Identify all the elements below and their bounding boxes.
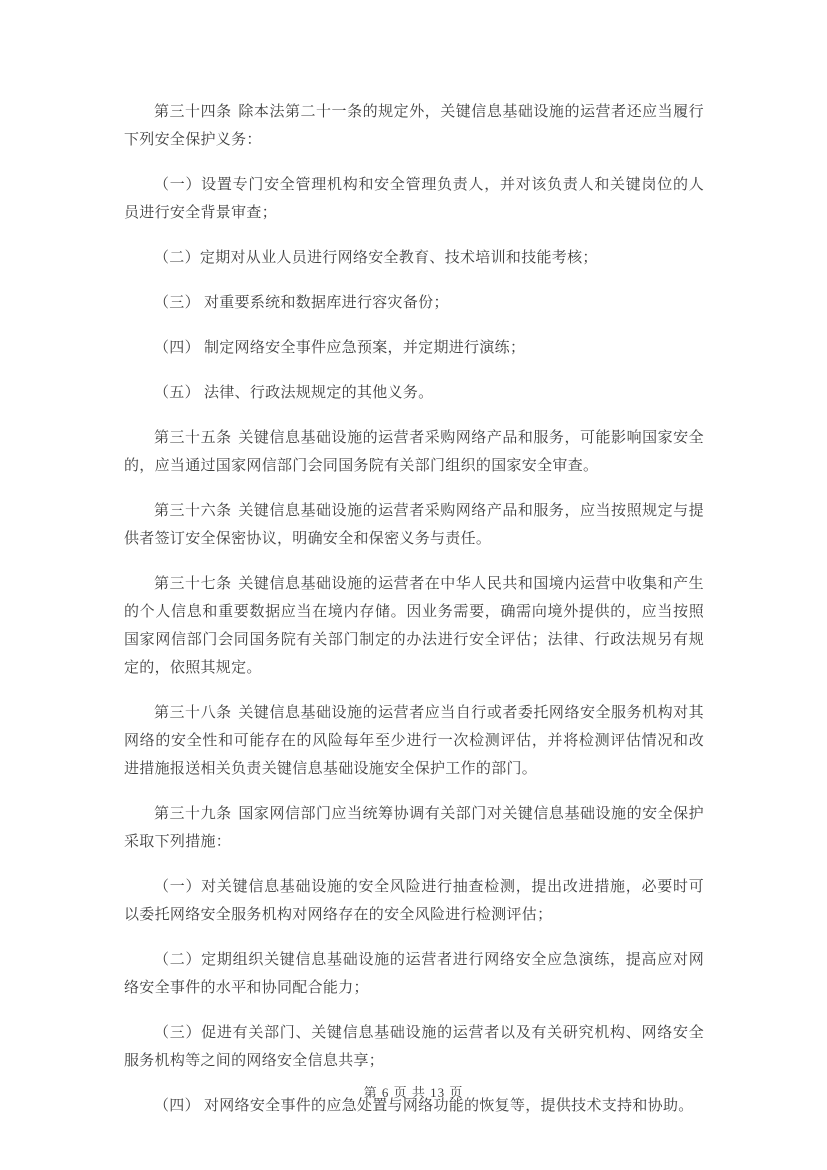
paragraph-text: （三） 对重要系统和数据库进行容灾备份； (154, 295, 449, 311)
page-footer (0, 1083, 827, 1103)
paragraph-text: 国家网信部门应当统筹协调有关部门对关键信息基础设施的安全保护采取下列措施： (124, 806, 704, 850)
paragraph-text: （二）定期对从业人员进行网络安全教育、技术培训和技能考核； (154, 250, 598, 266)
paragraph-text: 除本法第二十一条的规定外，关键信息基础设施的运营者还应当履行下列安全保护义务： (124, 104, 704, 148)
list-item (124, 946, 704, 1002)
article-number: 第三十九条 (154, 806, 232, 822)
paragraph (124, 424, 704, 480)
article-number: 第三十六条 (154, 503, 232, 519)
paragraph-text: （二）定期组织关键信息基础设施的运营者进行网络安全应急演练，提高应对网络安全事件的水平和协同配合能力； (124, 952, 704, 996)
paragraph (124, 98, 704, 154)
list-item (124, 1019, 704, 1075)
article-number: 第三十七条 (154, 576, 232, 592)
paragraph-text: （一）设置专门安全管理机构和安全管理负责人，并对该负责人和关键岗位的人员进行安全背景审查； (124, 177, 704, 221)
list-item (124, 334, 704, 362)
page-number: 第 6 页 共 13 页 (363, 1085, 464, 1100)
list-item (124, 244, 704, 272)
paragraph-text: 关键信息基础设施的运营者在中华人民共和国境内运营中收集和产生的个人信息和重要数据应当在境内存储。因业务需要，确需向境外提供的，应当按照国家网信部门会同国务院有关部门制定的办法进行安全评估；法律、行政法规另有规定的，依照其规定。 (124, 576, 704, 676)
list-item (124, 873, 704, 929)
paragraph-text: （四） 对网络安全事件的应急处置与网络功能的恢复等，提供技术支持和协助。 (154, 1098, 694, 1114)
paragraph (124, 800, 704, 856)
paragraph-text: （四） 制定网络安全事件应急预案，并定期进行演练； (154, 340, 526, 356)
paragraph-text: （五） 法律、行政法规规定的其他义务。 (154, 385, 434, 401)
paragraph (124, 699, 704, 783)
paragraph-text: （三）促进有关部门、关键信息基础设施的运营者以及有关研究机构、网络安全服务机构等之间的网络安全信息共享； (124, 1025, 704, 1069)
list-item (124, 379, 704, 407)
paragraph (124, 570, 704, 682)
list-item (124, 289, 704, 317)
list-item (124, 171, 704, 227)
paragraph-text: 关键信息基础设施的运营者采购网络产品和服务，可能影响国家安全的，应当通过国家网信部门会同国务院有关部门组织的国家安全审查。 (124, 430, 704, 474)
article-number: 第三十八条 (154, 705, 232, 721)
paragraph-text: 关键信息基础设施的运营者应当自行或者委托网络安全服务机构对其网络的安全性和可能存在的风险每年至少进行一次检测评估，并将检测评估情况和改进措施报送相关负责关键信息基础设施安全保护工作的部门。 (124, 705, 704, 777)
paragraph-text: 关键信息基础设施的运营者采购网络产品和服务，应当按照规定与提供者签订安全保密协议，明确安全和保密义务与责任。 (124, 503, 704, 547)
paragraph-text: （一）对关键信息基础设施的安全风险进行抽查检测，提出改进措施，必要时可以委托网络安全服务机构对网络存在的安全风险进行检测评估； (124, 879, 704, 923)
article-number: 第三十五条 (154, 430, 232, 446)
article-number: 第三十四条 (154, 104, 232, 120)
document-body (124, 98, 704, 1137)
paragraph (124, 497, 704, 553)
